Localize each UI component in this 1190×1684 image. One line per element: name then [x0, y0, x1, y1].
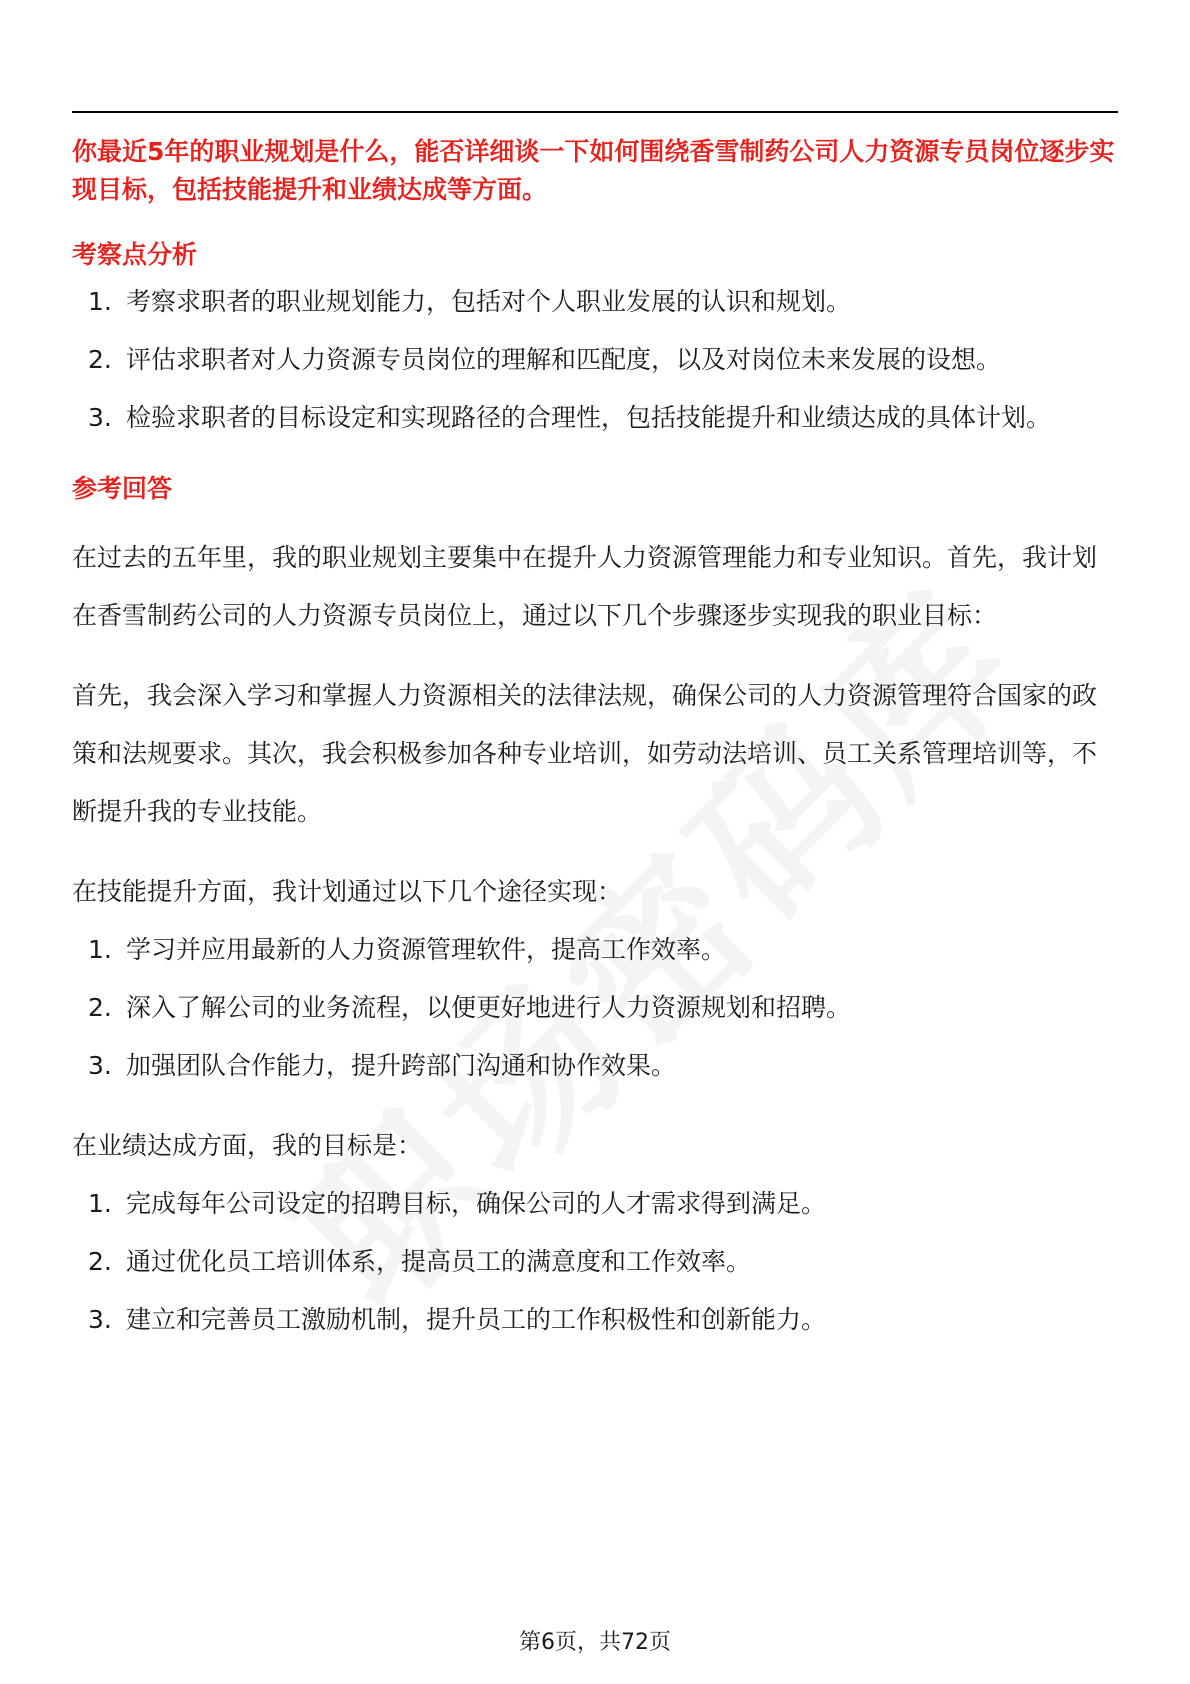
skills-intro: 在技能提升方面，我计划通过以下几个途径实现：: [72, 877, 623, 906]
answer-intro: 在过去的五年里，我的职业规划主要集中在提升人力资源管理能力和专业知识。首先，我计划在香雪制药公司的人力资源专员岗位上，通过以下几个步骤逐步实现我的职业目标：: [72, 543, 1098, 630]
performance-list: [72, 1175, 1118, 1349]
top-rule: [72, 111, 1118, 113]
page-footer: 第6页，共72页: [519, 1630, 671, 1655]
list-item: 1. 考察求职者的职业规划能力，包括对个人职业发展的认识和规划。: [88, 287, 852, 316]
list-item: 2. 评估求职者对人力资源专员岗位的理解和匹配度，以及对岗位未来发展的设想。: [88, 345, 1002, 374]
skills-list: [72, 921, 1118, 1095]
list-item: 2. 通过优化员工培训体系，提高员工的满意度和工作效率。: [88, 1247, 752, 1276]
list-item: 2. 深入了解公司的业务流程，以便更好地进行人力资源规划和招聘。: [88, 993, 852, 1022]
list-item: 1. 学习并应用最新的人力资源管理软件，提高工作效率。: [88, 935, 727, 964]
answer-step1: 首先，我会深入学习和掌握人力资源相关的法律法规，确保公司的人力资源管理符合国家的政策和法规要求。其次，我会积极参加各种专业培训，如劳动法培训、员工关系管理培训等，不断提升我的专业技能。: [72, 681, 1098, 826]
list-item: 3. 检验求职者的目标设定和实现路径的合理性，包括技能提升和业绩达成的具体计划。: [88, 403, 1052, 432]
analysis-list: [72, 273, 1118, 447]
list-item: 1. 完成每年公司设定的招聘目标，确保公司的人才需求得到满足。: [88, 1189, 827, 1218]
document-body: [72, 133, 1118, 1349]
answer-title: 参考回答: [72, 474, 173, 503]
performance-intro: 在业绩达成方面，我的目标是：: [72, 1131, 423, 1160]
question-heading: 你最近5年的职业规划是什么，能否详细谈一下如何围绕香雪制药公司人力资源专员岗位逐步实现目标，包括技能提升和业绩达成等方面。: [72, 137, 1115, 204]
list-item: 3. 加强团队合作能力，提升跨部门沟通和协作效果。: [88, 1051, 677, 1080]
analysis-title: 考察点分析: [72, 240, 198, 269]
list-item: 3. 建立和完善员工激励机制，提升员工的工作积极性和创新能力。: [88, 1305, 827, 1334]
